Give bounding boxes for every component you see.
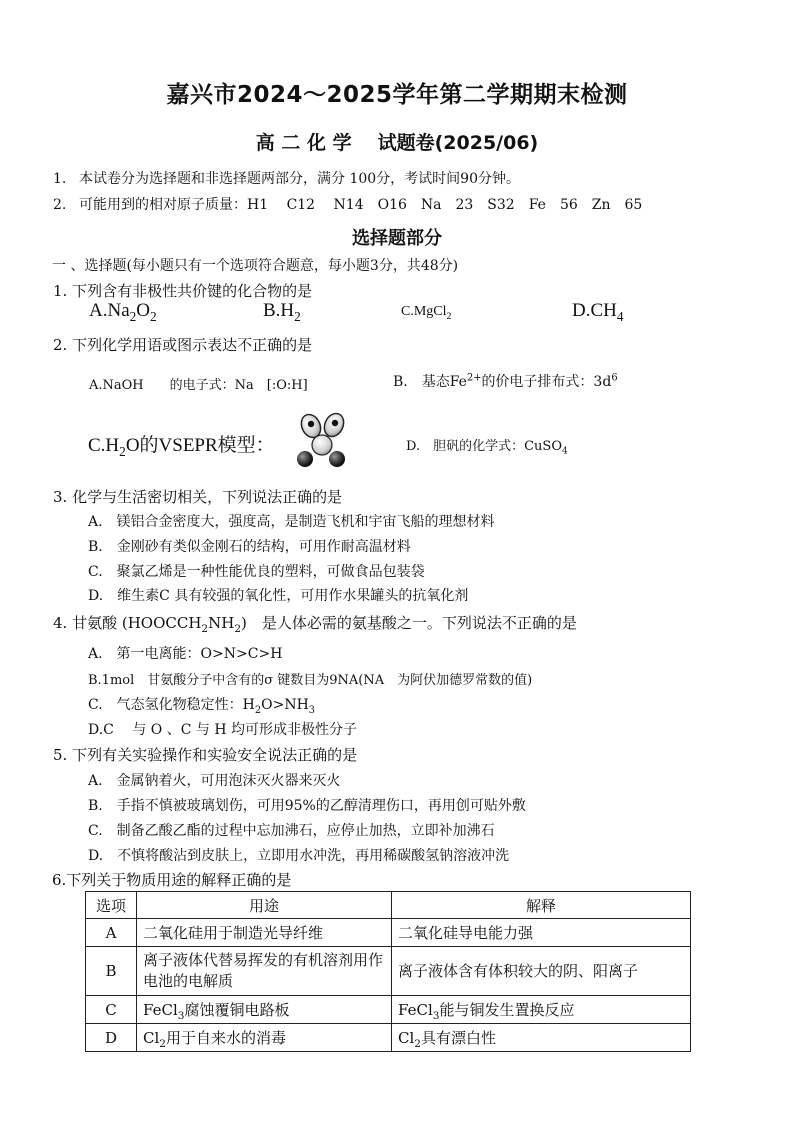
- question-2-stem: 2. 下列化学用语或图示表达不正确的是: [53, 336, 313, 354]
- section-intro: 一 、选择题(每小题只有一个选项符合题意，每小题3分，共48分): [52, 258, 459, 274]
- q4-option-b: B.1mol 甘氨酸分子中含有的σ 键数目为9NA(NA 为阿伏加德罗常数的值): [88, 673, 533, 688]
- q2-option-c: $C.H_2O$的VSEPR模型：: [88, 435, 275, 459]
- table-cell-option: C: [86, 996, 137, 1024]
- q5-option-a: A. 金属钠着火，可用泡沫灭火器来灭火: [88, 773, 341, 789]
- table-cell-use: 离子液体代替易挥发的有机溶剂用作电池的电解质: [137, 947, 392, 996]
- q4-option-d: D.C 与 O 、C 与 H 均可形成非极性分子: [88, 722, 357, 738]
- table-cell-use: 二氧化硅用于制造光导纤维: [137, 919, 392, 947]
- question-6-stem: 6.下列关于物质用途的解释正确的是: [52, 871, 292, 889]
- q1-option-d: $D.CH_4$: [572, 300, 624, 324]
- exam-subtitle: [0, 128, 794, 155]
- q3-option-c: C. 聚氯乙烯是一种性能优良的塑料，可做食品包装袋: [88, 564, 425, 580]
- table-cell-use: $Cl_2$用于自来水的消毒: [137, 1024, 392, 1052]
- note-1: [53, 168, 520, 188]
- table-cell-use: FeCl$_3$腐蚀覆铜电路板: [137, 996, 392, 1024]
- table-cell-explanation: $Cl_2$具有漂白性: [392, 1024, 691, 1052]
- q5-option-b: B. 手指不慎被玻璃划伤，可用95%的乙醇清理伤口，再用创可贴外敷: [88, 798, 526, 814]
- q1-option-b: $B.H_2$: [263, 300, 301, 324]
- table-header-explanation: 解释: [392, 892, 691, 919]
- q3-option-d: D. 维生素C 具有较强的氧化性，可用作水果罐头的抗氧化剂: [88, 588, 469, 604]
- question-3-stem: 3. 化学与生活密切相关，下列说法正确的是: [53, 488, 343, 506]
- q3-option-b: B. 金刚砂有类似金刚石的结构，可用作耐高温材料: [88, 539, 411, 555]
- question-1-stem: 1. 下列含有非极性共价键的化合物的是: [53, 282, 313, 300]
- q6-table: [85, 891, 691, 1052]
- subject-label: 高 二 化 学: [255, 132, 352, 154]
- table-row: [86, 1024, 691, 1052]
- table-row: [86, 996, 691, 1024]
- q3-option-a: A. 镁铝合金密度大，强度高，是制造飞机和宇宙飞船的理想材料: [88, 514, 495, 530]
- exam-title: 嘉兴市2024～2025学年第二学期期末检测: [166, 82, 628, 108]
- table-cell-option: A: [86, 919, 137, 947]
- table-cell-option: B: [86, 947, 137, 996]
- table-header-option: 选项: [86, 892, 137, 919]
- note-number: 2.: [53, 197, 67, 213]
- question-4-stem: 4. 甘氨酸 $(HOOCCH_2NH_2)$ 是人体必需的氨基酸之一。下列说法不正确的是: [53, 614, 577, 635]
- table-row: [86, 919, 691, 947]
- table-row: [86, 947, 691, 996]
- table-cell-explanation: 离子液体含有体积较大的阴、阳离子: [392, 947, 691, 996]
- q2-option-a: A.NaOH 的电子式：Na [:O:H]: [89, 378, 308, 393]
- note-2: [53, 194, 642, 214]
- table-header-use: 用途: [137, 892, 392, 919]
- question-5-stem: 5. 下列有关实验操作和实验安全说法正确的是: [53, 746, 358, 764]
- paper-label: 试题卷(2025/06): [377, 132, 539, 154]
- q1-option-a: $A.Na_2O_2$: [89, 300, 157, 324]
- note-text: 本试卷分为选择题和非选择题两部分，满分 100分，考试时间90分钟。: [79, 171, 520, 187]
- q5-option-d: D. 不慎将酸沾到皮肤上，立即用水冲洗，再用稀碳酸氢钠溶液冲洗: [88, 848, 510, 864]
- section-title: 选择题部分: [352, 228, 442, 249]
- q1-option-c: C.MgCl$_2$: [401, 304, 452, 322]
- q5-option-c: C. 制备乙酸乙酯的过程中忘加沸石，应停止加热，立即补加沸石: [88, 823, 495, 839]
- table-cell-explanation: 二氧化硅导电能力强: [392, 919, 691, 947]
- q4-option-a: A. 第一电离能：O>N>C>H: [88, 646, 283, 662]
- table-cell-explanation: FeCl$_3$能与铜发生置换反应: [392, 996, 691, 1024]
- note-number: 1.: [53, 171, 67, 187]
- table-header-row: [86, 892, 691, 919]
- q2-option-d: D. 胆矾的化学式：CuSO$_4$: [406, 439, 568, 457]
- h2o-vsepr-model-icon: [291, 412, 355, 472]
- table-cell-option: D: [86, 1024, 137, 1052]
- q4-option-c: C. 气态氢化物稳定性：$H_2O>NH_3$: [88, 697, 316, 716]
- note-text: 可能用到的相对原子质量：H1 C12 N14 O16 Na 23 S32 Fe 56 Zn 65: [79, 197, 643, 213]
- q2-option-b: B. 基态$Fe^{2+}$的价电子排布式：$3d^6$: [393, 372, 618, 390]
